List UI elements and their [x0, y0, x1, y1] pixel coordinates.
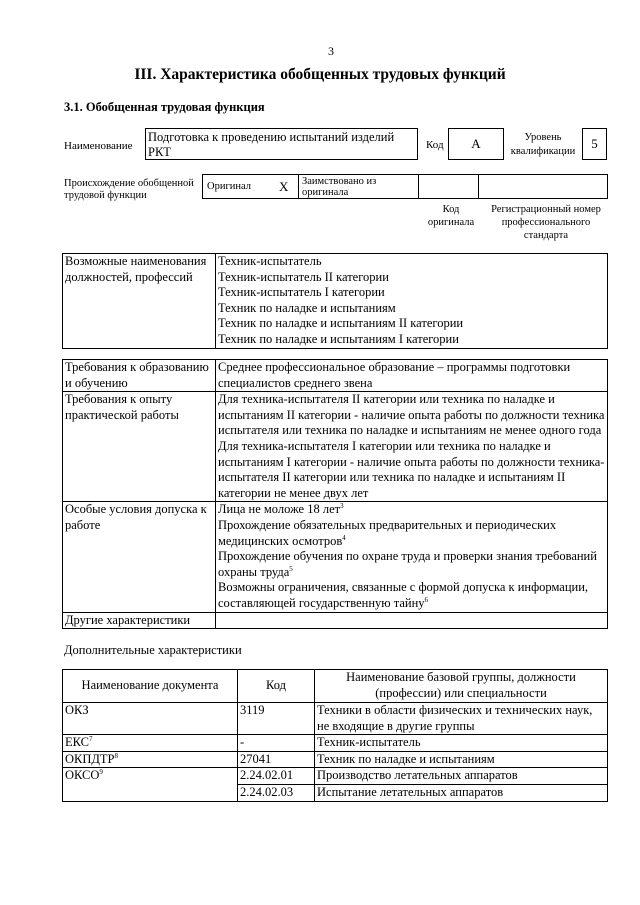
table-row	[63, 768, 608, 785]
special-condition: Прохождение обязательных предварительных и периодических медицинских осмотров$^4$	[218, 517, 557, 548]
name-value: Подготовка к проведению испытаний изделий РКТ	[145, 128, 418, 160]
footnote-ref: 8	[114, 751, 119, 760]
section-title: III. Характеристика обобщенных трудовых функций	[134, 66, 506, 83]
original-mark: X	[279, 179, 289, 194]
code-cell: 27041	[238, 751, 315, 768]
name-cell: Техник по наладке и испытаниям	[315, 751, 608, 768]
table-row	[63, 612, 608, 629]
code-cell: 3119	[238, 703, 315, 735]
special-value	[216, 502, 608, 612]
footnote-ref: 9	[99, 768, 103, 777]
position-item: Техник-испытатель I категории	[218, 285, 385, 300]
name-cell: Испытание летательных аппаратов	[315, 784, 608, 801]
table-row	[63, 502, 608, 612]
additional-title: Дополнительные характеристики	[64, 643, 242, 657]
doc-cell: ОКЗ	[63, 703, 238, 735]
col-header-doc: Наименование документа	[63, 670, 238, 703]
positions-list	[216, 254, 608, 349]
special-condition: Лица не моложе 18 лет$^3$	[218, 502, 344, 517]
code-cell: -	[238, 735, 315, 752]
other-value	[216, 612, 608, 629]
special-label: Особые условия допуска к работе	[63, 502, 216, 612]
footnote-ref: 6	[424, 595, 429, 604]
original-code-box	[418, 174, 479, 199]
code-label: Код	[426, 139, 444, 151]
table-header-row	[63, 670, 608, 703]
page-number: 3	[328, 44, 334, 58]
position-item: Техник по наладке и испытаниям	[218, 300, 396, 315]
education-value: Среднее профессиональное образование – программы подготовки специалистов среднего звена	[216, 360, 608, 392]
level-value: 5	[582, 128, 607, 160]
doc-cell: ОКСО$^9$	[63, 768, 238, 801]
origin-label: Происхождение обобщенной трудовой функции	[64, 178, 194, 201]
name-label: Наименование	[64, 140, 133, 152]
borrowed-box: Заимствовано из оригинала	[298, 174, 419, 199]
subsection-title: 3.1. Обобщенная трудовая функция	[64, 100, 265, 114]
footnote-ref: 5	[289, 564, 293, 573]
code-value: А	[448, 128, 504, 160]
table-row	[63, 751, 608, 768]
doc-cell: ЕКС$^7$	[63, 735, 238, 752]
table-row	[63, 703, 608, 735]
footnote-ref: 7	[89, 735, 93, 744]
experience-label: Требования к опыту практической работы	[63, 392, 216, 502]
footnote-ref: 4	[342, 533, 346, 542]
registration-number-box	[478, 174, 608, 199]
col-header-name: Наименование базовой группы, должности (профессии) или специальности	[315, 670, 608, 703]
col-header-code: Код	[238, 670, 315, 703]
positions-table	[62, 253, 608, 349]
additional-table	[62, 669, 608, 802]
experience-paragraph: Для техника-испытателя II категории или техника по наладке и испытаниям II категории - наличие опыта работы по должности техника испытателя или техника по наладке и испытаниям не менее одного года	[218, 392, 605, 438]
other-label: Другие характеристики	[63, 612, 216, 629]
name-cell: Техники в области физических и технических наук, не входящие в другие группы	[315, 703, 608, 735]
table-row	[63, 392, 608, 502]
positions-label: Возможные наименования должностей, профессий	[63, 254, 216, 349]
registration-caption: Регистрационный номер профессионального стандарта	[491, 204, 601, 241]
position-item: Техник по наладке и испытаниям II категории	[218, 316, 464, 331]
table-row	[63, 360, 608, 392]
origin-original-box	[202, 174, 299, 199]
table-row	[63, 735, 608, 752]
code-caption: Код оригинала	[427, 204, 475, 228]
education-label: Требования к образованию и обучению	[63, 360, 216, 392]
position-item: Техник-испытатель II категории	[218, 269, 389, 284]
special-condition: Возможны ограничения, связанные с формой допуска к информации, составляющей государственную тайну$^6$	[218, 580, 589, 610]
requirements-table	[62, 359, 608, 629]
footnote-ref: 3	[340, 502, 344, 511]
name-cell: Техник-испытатель	[315, 735, 608, 752]
code-cell: 2.24.02.03	[238, 784, 315, 801]
level-label: Уровень квалификации	[510, 132, 576, 157]
code-cell: 2.24.02.01	[238, 768, 315, 785]
name-cell: Производство летательных аппаратов	[315, 768, 608, 785]
doc-cell: ОКПДТР$^8$	[63, 751, 238, 768]
experience-value	[216, 392, 608, 502]
position-item: Техник-испытатель	[218, 254, 322, 268]
special-condition: Прохождение обучения по охране труда и проверки знания требований охраны труда$^5$	[218, 549, 597, 579]
experience-paragraph: Для техника-испытателя I категории или техника по наладке и испытаниям I категории - наличие опыта работы по должности техника-испытателя II категории или техника по наладке и испытаниям II категории не менее двух лет	[218, 438, 605, 500]
original-label: Оригинал	[207, 181, 251, 192]
position-item: Техник по наладке и испытаниям I категории	[218, 331, 459, 346]
